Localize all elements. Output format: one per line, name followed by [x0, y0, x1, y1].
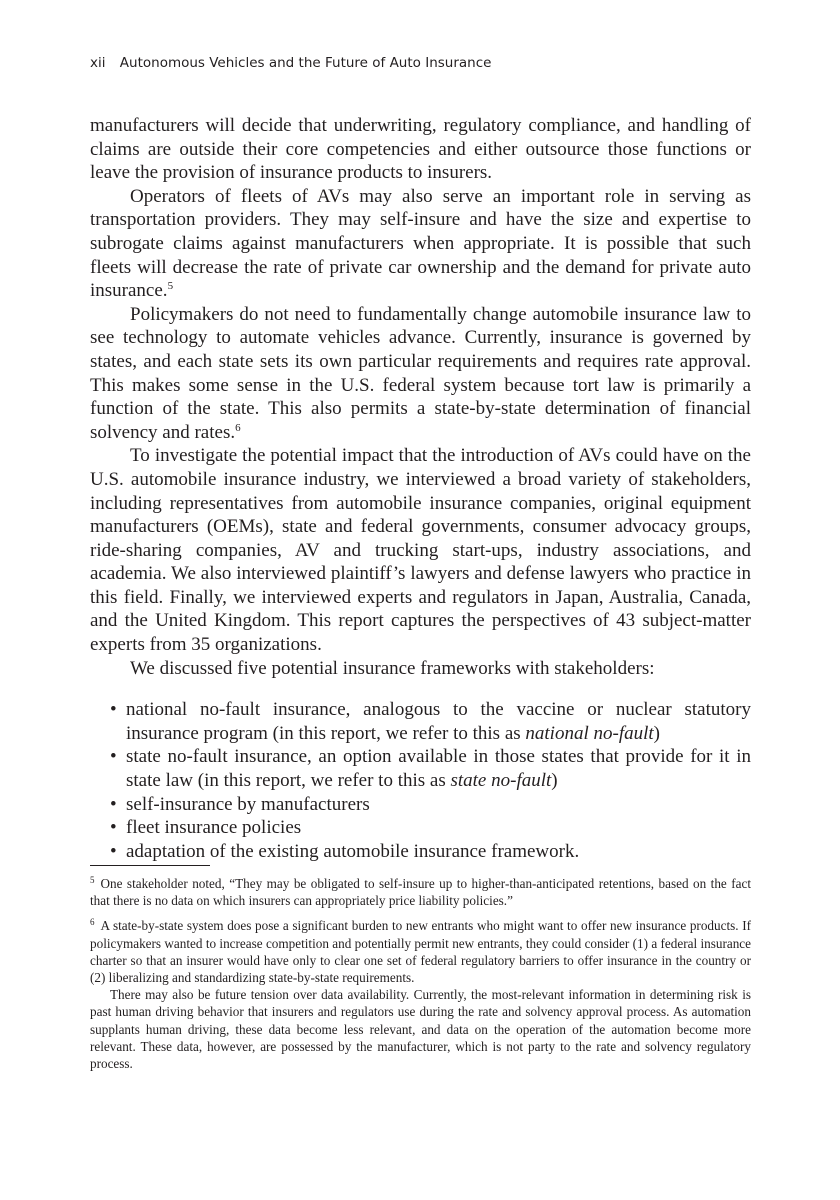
- footnote-mark: 5: [90, 875, 95, 885]
- list-italic: national no-fault: [525, 722, 654, 744]
- paragraph: manufacturers will decide that underwriting, regulatory compliance, and handling of claims are outside their core competencies and either outsource those functions or leave the provision of insurance products to insurers.: [90, 115, 751, 184]
- bullet-icon: •: [110, 699, 117, 721]
- list-item: [90, 745, 751, 792]
- footnote-6: [90, 917, 751, 986]
- list-item: [90, 793, 751, 817]
- footnote-ref: 5: [167, 280, 174, 293]
- footnotes: [90, 875, 751, 1072]
- list-text: adaptation of the existing automobile insurance framework.: [126, 840, 580, 862]
- list-text-end: ): [551, 770, 558, 792]
- paragraph-text: Policymakers do not need to fundamentally change automobile insurance law to see technology to automate vehicles advance. Currently, insurance is governed by states, and each state sets its own particular requirements and requires rate approval. This makes some sense in the U.S. federal system because tort law is primarily a function of the state. This also permits a state-by-state determination of financial solvency and rates.: [90, 303, 751, 443]
- list-text: state no-fault insurance, an option available in those states that provide for it in state law (in this report, we refer to this as: [126, 746, 751, 792]
- list-item: [90, 698, 751, 745]
- footnote-text: One stakeholder noted, “They may be obligated to self-insure up to higher-than-anticipated retentions, based on the fact that there is no data on which insurers can appropriately price liability policies.”: [90, 876, 751, 909]
- paragraph-text: Operators of fleets of AVs may also serve an important role in serving as transportation providers. They may self-insure and have the size and expertise to subrogate claims against manufacturers when appropriate. It is possible that such fleets will decrease the rate of private car ownership and the demand for private auto insurance.: [90, 185, 751, 302]
- bullet-icon: •: [110, 817, 117, 839]
- bullet-icon: •: [110, 793, 117, 815]
- footnote-divider: [90, 865, 210, 866]
- running-title: Autonomous Vehicles and the Future of Auto Insurance: [119, 55, 492, 71]
- list-text: fleet insurance policies: [126, 817, 302, 839]
- page-number: xii: [90, 55, 106, 71]
- list-italic: state no-fault: [450, 770, 552, 792]
- footnote-ref: 6: [235, 421, 241, 434]
- framework-list: [90, 698, 751, 863]
- footnote-6-continued: There may also be future tension over data availability. Currently, the most-relevant information in determining risk is past human driving behavior that insurers and regulators use during the rate and solvency approval process. As automation supplants human driving, these data become less relevant, and data on the operation of the automation become more relevant. These data, however, are possessed by the manufacturer, which is not party to the rate and solvency regulatory process.: [90, 987, 751, 1072]
- paragraph: To investigate the potential impact that the introduction of AVs could have on the U.S. automobile insurance industry, we interviewed a broad variety of stakeholders, including representatives from automobile insurance companies, original equipment manufacturers (OEMs), state and federal governments, consumer advocacy groups, ride-sharing companies, AV and trucking start-ups, industry associations, and academia. We also interviewed plaintiff’s lawyers and defense lawyers who practice in this field. Finally, we interviewed experts and regulators in Japan, Australia, Canada, and the United Kingdom. This report captures the perspectives of 43 subject-matter experts from 35 organizations.: [90, 445, 751, 656]
- footnote-text: A state-by-state system does pose a significant burden to new entrants who might want to offer new insurance products. If policymakers wanted to increase competition and potentially permit new entrants, they could consider (1) a federal insurance charter so that an insurer would have only to clear one set of federal regulatory barriers to offer insurance in the country or (2) liberalizing and standardizing state-by-state requirements.: [90, 918, 751, 986]
- list-item: [90, 840, 751, 864]
- list-text: national no-fault insurance, analogous to the vaccine or nuclear statutory insurance program (in this report, we refer to this as: [126, 699, 751, 744]
- list-item: [90, 816, 751, 840]
- paragraph: [90, 185, 751, 303]
- bullet-icon: •: [110, 840, 117, 862]
- paragraph: We discussed five potential insurance frameworks with stakeholders:: [130, 657, 655, 679]
- footnote-5: [90, 875, 751, 909]
- running-header: [90, 55, 491, 71]
- bullet-icon: •: [110, 746, 117, 768]
- footnote-mark: 6: [90, 917, 95, 928]
- body-text: [90, 114, 751, 863]
- list-text-end: ): [653, 722, 660, 744]
- paragraph: [90, 303, 751, 445]
- list-text: self-insurance by manufacturers: [126, 793, 370, 815]
